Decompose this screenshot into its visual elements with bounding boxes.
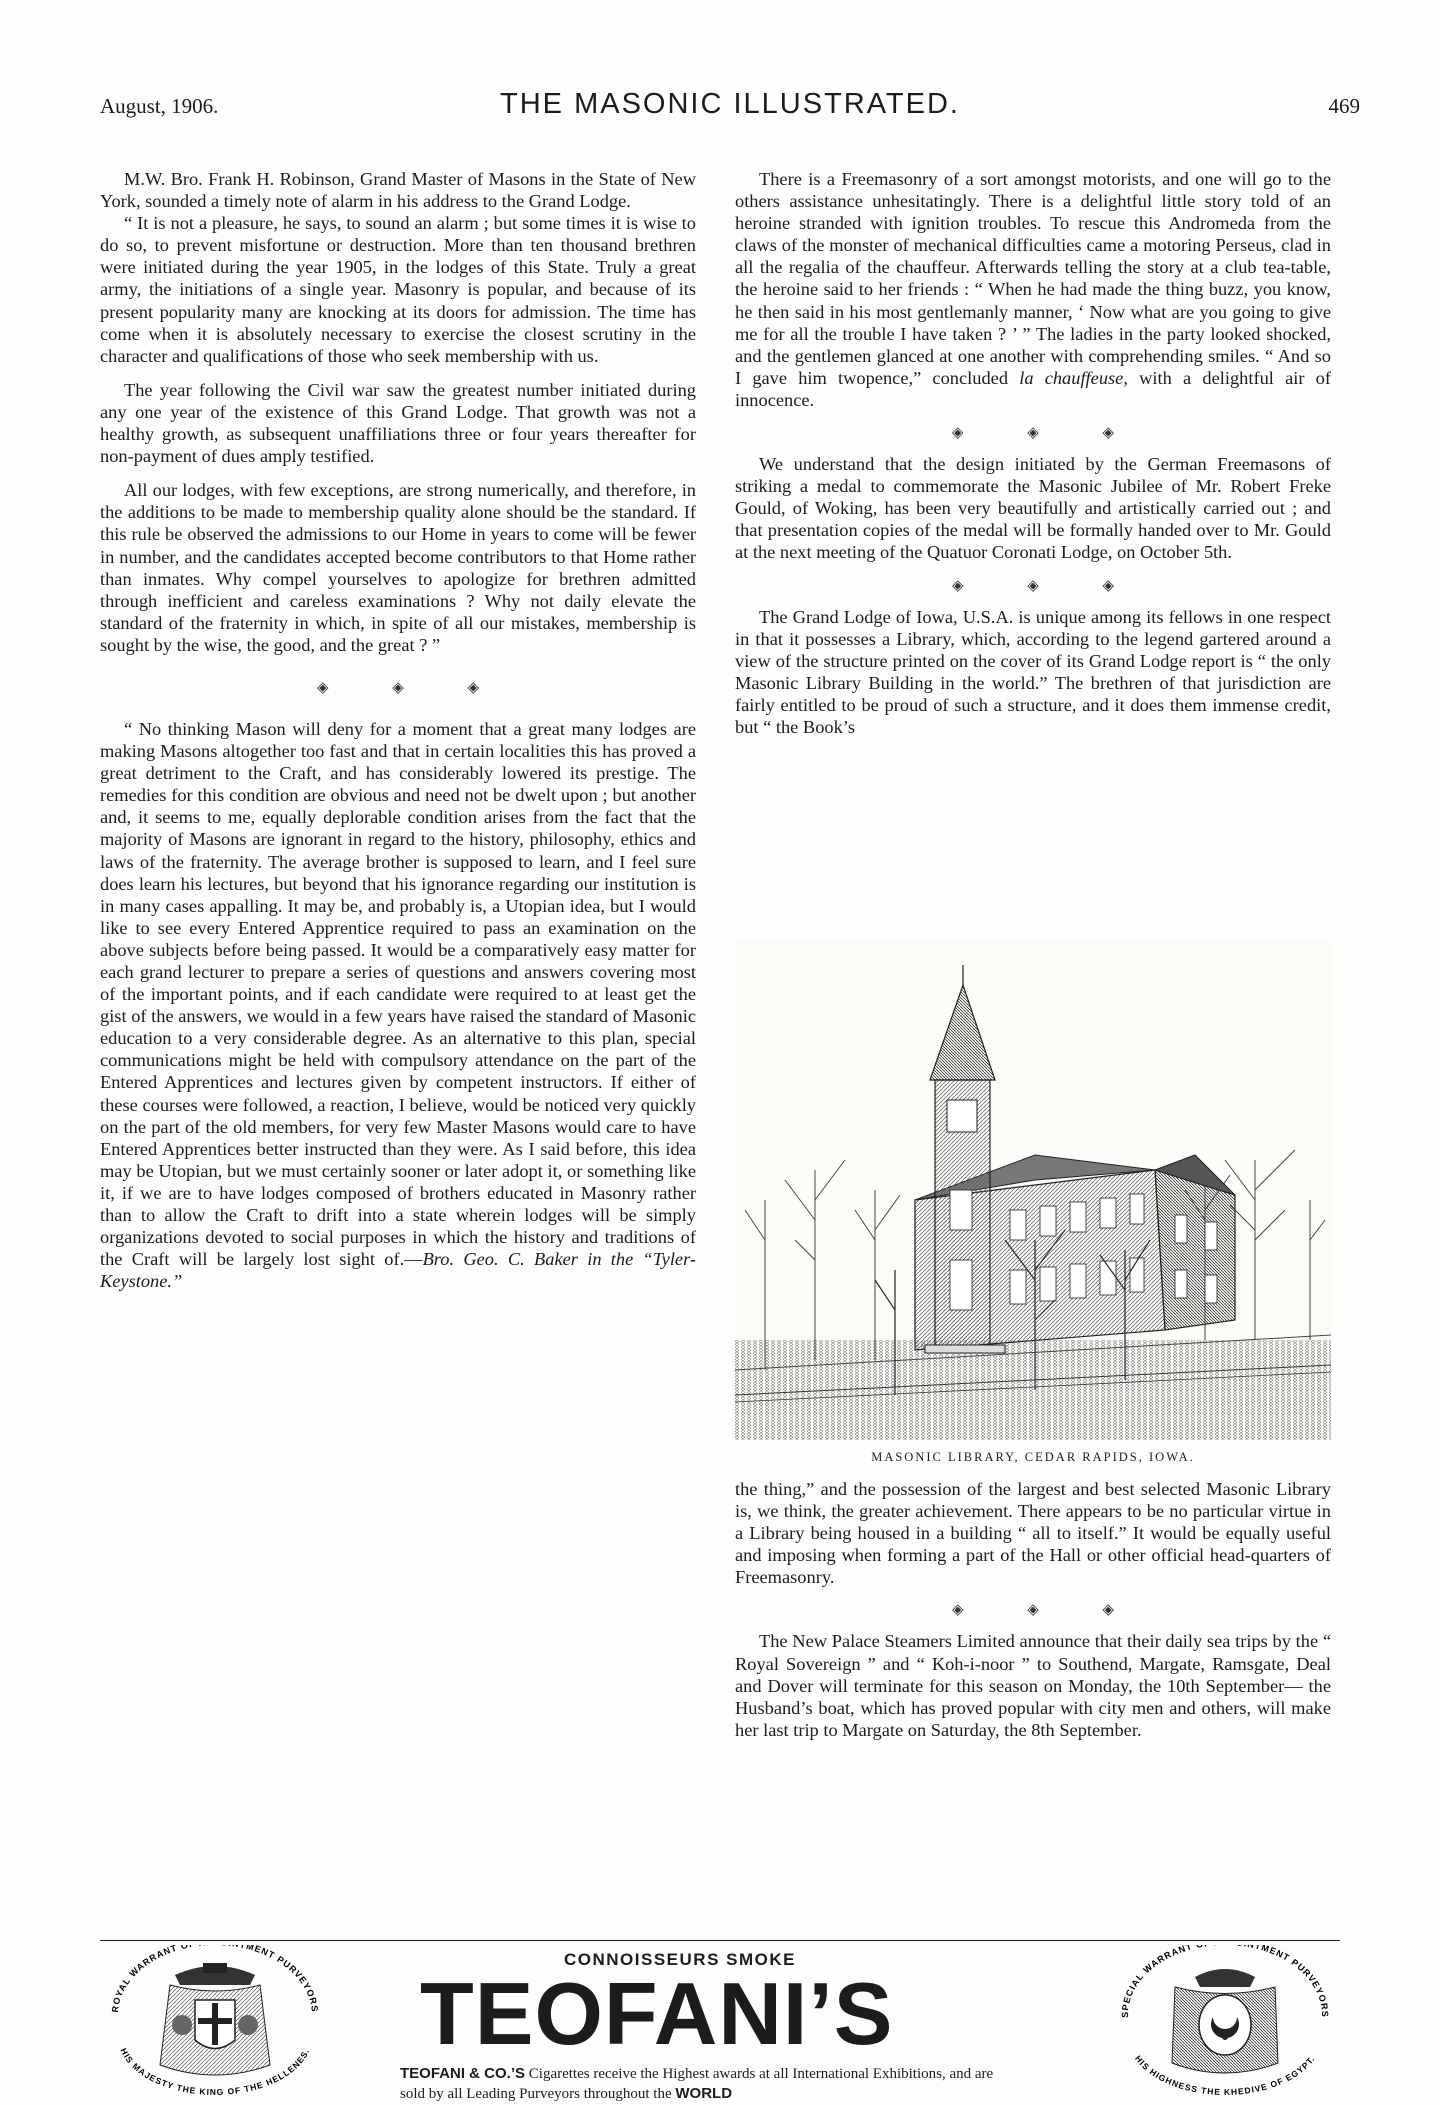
chauffeuse-italic: la chauffeuse, xyxy=(1019,367,1128,388)
advertisement-tagline: CONNOISSEURS SMOKE xyxy=(564,1950,796,1969)
advertisement-brand: TEOFANI’S xyxy=(420,1964,894,2063)
section-ornament: ◈ ◈ ◈ xyxy=(316,679,510,696)
thinking-mason-text: “ No thinking Mason will deny for a moment that a great many lodges are making Masons altogether too fast and that in certain localities this has proved a great detriment to the Craft, and has considerably lowered its prestige. The remedies for this condition are obvious and need not be dwelt upon ; but another and, it seems to me, equally deplorable condition arises from the fact that the majority of Masons are ignorant in regard to the history, philosophy, ethics and laws of the fraternity. The average brother is supposed to learn, and I feel sure does learn his lectures, but beyond that his ignorance regarding our institution is in many cases appalling. It may be, and probably is, a Utopian idea, but I would like to see every Entered Apprentice required to pass an examination on the above subjects before being passed. It would be a comparatively easy matter for each grand lecturer to prepare a series of questions and answers covering most of the important points, and if each candidate were required to at least get the gist of the answers, we would in a few years have raised the standard of Masonic education to a very considerable degree. As an alternative to this plan, special communications might be held with compulsory attendance on the part of the Entered Apprentices and lectures given by competent instructors. If either of these courses were followed, a reaction, I believe, would be noticed very quickly on the part of the old members, for very few Master Masons would care to have Entered Apprentices better instructed than they were. As I said before, this idea may be Utopian, but we must certainly sooner or later adopt it, or something like it, if we are to have lodges composed of brothers educated in Masonry rather than to allow the Craft to drift into a state wherein lodges will be simply organizations devoted to social purposes in which the history and traditions of the Craft will be largely lost sight of.— xyxy=(100,718,696,1270)
library-engraving xyxy=(735,940,1331,1440)
thinking-mason-paragraph xyxy=(100,718,696,1292)
egyptian-coat-of-arms-icon xyxy=(1172,1969,1278,2073)
right-seal-bottom-text: HIS HIGHNESS THE KHEDIVE OF EGYPT. xyxy=(1133,2053,1317,2095)
masonic-library-illustration xyxy=(735,940,1331,1440)
motorists-text-end: with a delightful air of innocence. xyxy=(735,367,1331,410)
gould-medal-paragraph: We understand that the design initiated by the German Freemasons of striking a medal to commemorate the Masonic Jubilee of Mr. Robert Freke Gould, of Woking, has been very beautifully and artistically carried out ; and that presentation copies of the medal will be formally handed over to Mr. Gould at the next meeting of the Quatuor Coronati Lodge, on October 5th. xyxy=(735,454,1331,563)
right-column-bottom xyxy=(735,1478,1331,1741)
greek-coat-of-arms-icon xyxy=(160,1963,270,2075)
left-column xyxy=(100,168,696,1292)
civil-war-paragraph: The year following the Civil war saw the greatest number initiated during any one year of the existence of this Grand Lodge. That growth was not a healthy growth, as subsequent unaffiliations three or four years thereafter for non-payment of dues amply testified. xyxy=(100,379,696,467)
advertisement-copy xyxy=(400,1950,1040,2104)
lodges-quality-paragraph: All our lodges, with few exceptions, are strong numerically, and therefore, in the additions to be made to membership quality alone should be the standard. If this rule be observed the admissions to our Home in years to come will be fewer in number, and the candidates accepted become contributors to that Home rather than inmates. Why compel yourselves to apologize for brethren admitted through inefficient and careless examinations ? Why not daily elevate the standard of the fraternity in which, in spite of all our mistakes, membership is sought by the wise, the good, and the great ? ” xyxy=(100,480,696,655)
left-seal-top-text: ROYAL WARRANT O MENT PURVEYORS xyxy=(109,1945,321,2013)
greek-royal-seal xyxy=(100,1945,330,2095)
section-ornament: ◈ ◈ ◈ xyxy=(951,1602,1145,1619)
publication-title: THE MASONIC ILLUSTRATED. xyxy=(500,88,960,120)
right-column-top xyxy=(735,168,1331,738)
robinson-quote-paragraph: “ It is not a pleasure, he says, to sound an alarm ; but some times it is wise to do so, to prevent misfortune or destruction. More than ten thousand brethren were initiated during the year 1905, in the lodges of this State. Truly a great army, the initiations of a single year. Masonry is popular, and because of its present popularity many are knocking at its doors for admission. The time has come when it is absolutely necessary to exercise the closest scrutiny in the character and qualifications of those who seek membership with us. xyxy=(100,213,696,366)
egyptian-khedive-seal xyxy=(1110,1945,1340,2095)
page-number: 469 xyxy=(1328,94,1360,118)
advertisement-world: WORLD xyxy=(675,2085,733,2102)
section-ornament: ◈ ◈ ◈ xyxy=(951,577,1145,594)
right-seal-top-text: SPECIAL WARRANT TMENT PURVEYORS xyxy=(1119,1945,1331,2018)
robinson-intro-paragraph: M.W. Bro. Frank H. Robinson, Grand Master of Masons in the State of New York, sounded a timely note of alarm in his address to the Grand Lodge. xyxy=(100,169,696,212)
teofani-advertisement xyxy=(100,1945,1340,2102)
motorists-text: There is a Freemasonry of a sort amongst motorists, and one will go to the others assistance unhesitatingly. There is a delightful little story told of an heroine stranded with ignition troubles. To rescue this Andromeda from the claws of the monster of mechanical difficulties came a motoring Perseus, clad in all the regalia of the chauffeur. Afterwards telling the story at a club tea-table, the heroine said to her friends : “ When he had made the thing buzz, you know, he then said in his most gentlemanly manner, ‘ Now what are you going to give me for all the trouble I have taken ? ’ ” The ladies in the party looked shocked, and the gentlemen glanced at one another with comprehending smiles. “ And so I gave him twopence,” concluded xyxy=(735,169,1331,388)
left-seal-bottom-text: HIS MAJESTY THE KING OF THE HELLENES. xyxy=(118,2046,312,2095)
advertisement-company: TEOFANI & CO.’S xyxy=(400,2065,526,2082)
advertisement-body xyxy=(400,2064,1000,2104)
library-continuation-paragraph: the thing,” and the possession of the largest and best selected Masonic Library is, we think, the greater achievement. There appears to be no particular virtue in a Library being housed in a building “ all to itself.” It would be equally useful and imposing when forming a part of the Hall or other official head-quarters of Freemasonry. xyxy=(735,1479,1331,1588)
thinking-mason-attribution: Bro. Geo. C. Baker in the “Tyler-Keystone.” xyxy=(100,1249,696,1292)
advertisement-divider xyxy=(100,1940,1340,1941)
steamers-paragraph: The New Palace Steamers Limited announce that their daily sea trips by the “ Royal Sovereign ” and “ Koh-i-noor ” to Southend, Margate, Ramsgate, Deal and Dover will terminate for this season on Monday, the 10th September— the Husband’s boat, which has proved popular with city men and others, will make her last trip to Margate on Saturday, the 8th September. xyxy=(735,1631,1331,1740)
running-header xyxy=(100,88,1360,124)
figure-caption: MASONIC LIBRARY, CEDAR RAPIDS, IOWA. xyxy=(871,1450,1195,1464)
section-ornament: ◈ ◈ ◈ xyxy=(951,425,1145,442)
motorists-paragraph xyxy=(735,168,1331,411)
iowa-library-paragraph: The Grand Lodge of Iowa, U.S.A. is unique among its fellows in one respect in that it possesses a Library, which, according to the legend gartered around a view of the structure printed on the cover of its Grand Lodge report is “ the only Masonic Library Building in the world.” The brethren of that jurisdiction are fairly entitled to be proud of such a structure, and it does them immense credit, but “ the Book’s xyxy=(735,606,1331,737)
issue-date: August, 1906. xyxy=(100,94,219,118)
advertisement-text: Cigarettes receive the Highest awards at all International Exhibitions, and are sold by all Leading Purveyors throughout the xyxy=(400,2066,994,2102)
